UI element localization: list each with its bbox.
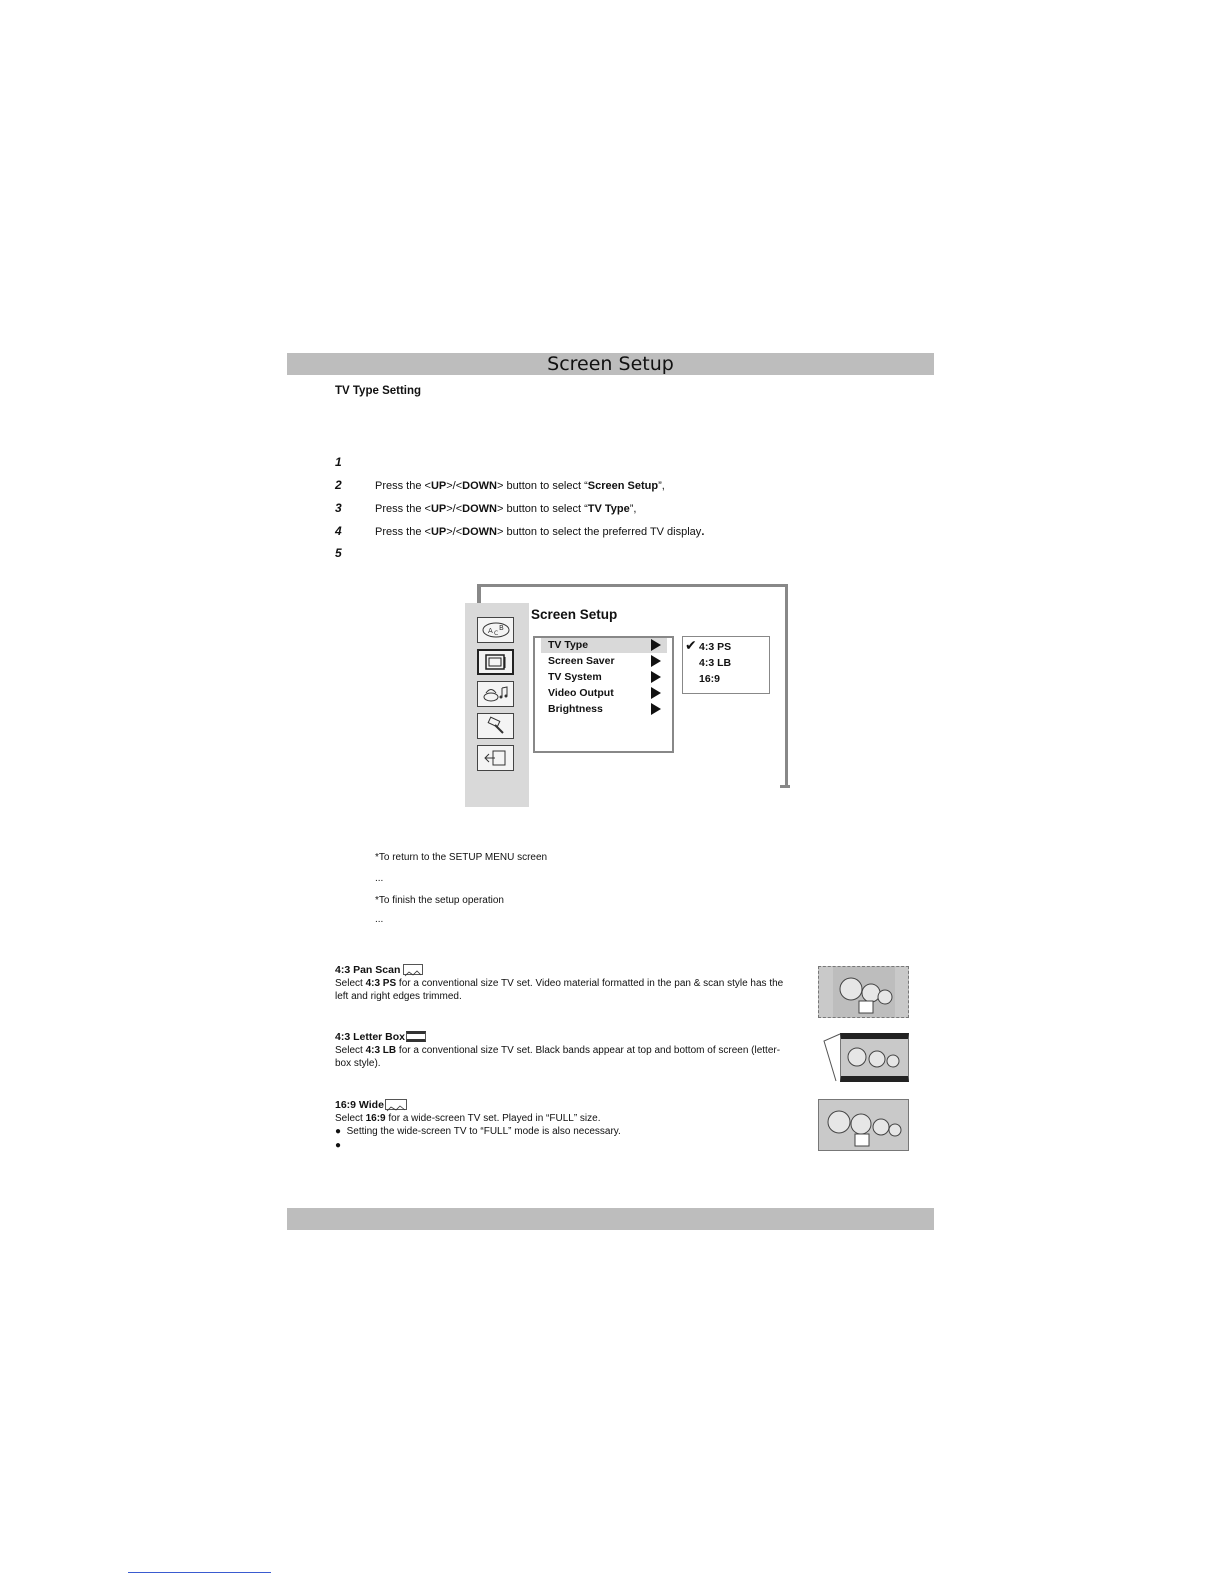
note-return: *To return to the SETUP MENU screen — [375, 852, 548, 863]
arrow-right-icon — [651, 671, 661, 683]
submenu-item-4-3-lb[interactable]: 4:3 LB — [699, 657, 732, 669]
submenu-item-16-9[interactable]: 16:9 — [699, 673, 721, 685]
menu-item-brightness[interactable]: Brightness — [548, 703, 603, 715]
pan-scan-icon — [403, 964, 423, 975]
arrow-right-icon — [651, 703, 661, 715]
mode-description-letter-box: Select 4:3 LB for a conventional size TV set. Black bands appear at top and bottom of screen (letter-box style). — [335, 1045, 781, 1069]
mode-heading-pan-scan: 4:3 Pan Scan — [335, 964, 401, 976]
mode-description-16-9-wide: Select 16:9 for a wide-screen TV set. Played in “FULL” size. — [335, 1113, 601, 1124]
letter-box-icon — [406, 1031, 426, 1042]
step-number: 3 — [335, 501, 342, 515]
note-finish: *To finish the setup operation — [375, 895, 504, 906]
menu-item-screen-saver[interactable]: Screen Saver — [548, 655, 615, 667]
menu-item-video-output[interactable]: Video Output — [548, 687, 614, 699]
osd-menu-title: Screen Setup — [531, 607, 618, 622]
exit-icon[interactable] — [477, 745, 514, 771]
letter-box-illustration — [840, 1033, 909, 1082]
svg-text:C: C — [493, 630, 498, 637]
pan-scan-illustration — [818, 966, 909, 1018]
note-ellipsis: ... — [375, 914, 384, 925]
step-number: 4 — [335, 524, 342, 538]
bullet-icon: ● — [335, 1126, 342, 1137]
tools-icon[interactable] — [477, 713, 514, 739]
osd-frame-edge — [477, 584, 481, 604]
bullet-item — [335, 1140, 347, 1151]
bullet-item: ● Setting the wide-screen TV to “FULL” mode is also necessary. — [335, 1126, 621, 1137]
svg-text:A: A — [487, 627, 493, 635]
check-icon: ✔ — [685, 637, 697, 653]
menu-item-tv-system[interactable]: TV System — [548, 671, 602, 683]
letter-box-pointer — [822, 1033, 842, 1082]
svg-text:B: B — [498, 624, 504, 632]
arrow-right-icon — [651, 639, 661, 651]
step-number: 2 — [335, 478, 342, 492]
tv-screen-icon[interactable] — [477, 649, 514, 675]
mode-heading-letter-box: 4:3 Letter Box — [335, 1031, 406, 1043]
section-subhead: TV Type Setting — [335, 385, 422, 397]
mode-heading-16-9-wide: 16:9 Wide — [335, 1099, 384, 1111]
page-title-band — [287, 353, 934, 375]
note-ellipsis: ... — [375, 873, 384, 884]
osd-icon-column — [465, 603, 529, 807]
audio-icon[interactable] — [477, 681, 514, 707]
page-title: Screen Setup — [547, 353, 674, 375]
footer-band — [287, 1208, 934, 1230]
submenu-item-4-3-ps[interactable]: 4:3 PS — [699, 641, 732, 653]
mode-description-pan-scan: Select 4:3 PS for a conventional size TV set. Video material formatted in the pan & scan style has the left and right edges trimmed. — [335, 978, 784, 1002]
step-text: Press the <UP>/<DOWN> button to select “Screen Setup”, — [375, 480, 665, 492]
step-text: Press the <UP>/<DOWN> button to select “TV Type”, — [375, 503, 637, 515]
step-number: 1 — [335, 455, 342, 469]
bullet-icon: ● — [335, 1140, 342, 1151]
language-icon[interactable] — [477, 617, 514, 643]
menu-item-tv-type[interactable]: TV Type — [548, 639, 589, 651]
wide-icon — [385, 1099, 407, 1110]
footer-link-underline — [128, 1572, 271, 1573]
osd-submenu-panel — [682, 636, 770, 694]
arrow-right-icon — [651, 687, 661, 699]
step-number: 5 — [335, 546, 342, 560]
wide-illustration — [818, 1099, 909, 1151]
step-text: Press the <UP>/<DOWN> button to select the preferred TV display. — [375, 526, 705, 538]
osd-menu-panel — [533, 636, 674, 753]
arrow-right-icon — [651, 655, 661, 667]
osd-frame-foot — [780, 785, 790, 788]
